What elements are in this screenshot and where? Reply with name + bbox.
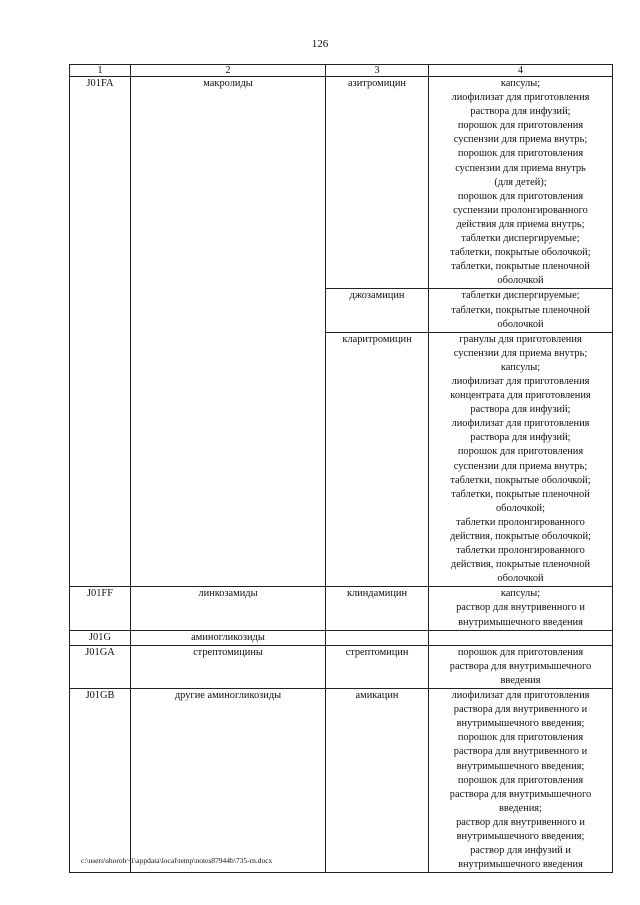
dosage-form-line: действия, покрытые оболочкой;	[450, 531, 591, 542]
table-row	[70, 77, 613, 289]
dosage-form-line: таблетки пролонгированного	[456, 516, 585, 528]
dosage-form-line: суспензии для приема внутрь	[455, 162, 586, 174]
dosage-form-line: лиофилизат для приготовления	[451, 418, 590, 430]
dosage-form-line: суспензии для приема внутрь;	[453, 134, 588, 146]
page-number: 126	[311, 38, 329, 50]
drug-table	[69, 64, 613, 873]
dosage-form-line: раствора для инфузий;	[470, 106, 571, 118]
dosage-form-line: гранулы для приготовления	[459, 333, 582, 345]
dosage-form-line: раствора для внутримышечного	[449, 788, 592, 800]
drug-group: аминогликозиды	[131, 630, 326, 645]
dosage-form-line: таблетки, покрытые оболочкой;	[450, 474, 591, 486]
drug-name: стрептомицин	[326, 645, 429, 688]
header-col-4: 4	[429, 65, 613, 77]
dosage-form-line: таблетки, покрытые оболочкой;	[450, 247, 591, 259]
dosage-form-line: раствора для внутривенного и	[453, 704, 588, 716]
dosage-form-line: внутримышечного введения;	[456, 718, 585, 730]
dosage-form-line: внутримышечного введения;	[456, 830, 585, 842]
drug-name: джозамицин	[326, 289, 429, 332]
dosage-form-line: порошок для приготовления	[457, 774, 584, 786]
header-col-2: 2	[131, 65, 326, 77]
dosage-forms	[429, 77, 613, 289]
dosage-form-line: капсулы;	[500, 588, 541, 600]
dosage-forms	[429, 689, 613, 873]
header-col-1: 1	[70, 65, 131, 77]
dosage-form-line: порошок для приготовления	[457, 148, 584, 160]
dosage-form-line: лиофилизат для приготовления	[451, 690, 590, 702]
dosage-form-line: суспензии для приема внутрь;	[453, 460, 588, 472]
atc-code: J01FF	[70, 587, 131, 630]
dosage-form-line: внутримышечного введения	[458, 616, 583, 628]
table-row	[70, 630, 613, 645]
dosage-form-line: порошок для приготовления	[457, 190, 584, 202]
dosage-form-line: оболочкой	[497, 573, 544, 585]
table-row	[70, 645, 613, 688]
dosage-form-line: раствор для внутривенного и	[456, 602, 585, 614]
dosage-form-line: порошок для приготовления	[457, 646, 584, 658]
dosage-form-line: суспензии пролонгированного	[453, 204, 588, 216]
dosage-form-line: раствора для внутривенного и	[453, 746, 588, 758]
dosage-form-line: оболочкой	[497, 275, 544, 287]
dosage-form-line: капсулы;	[500, 361, 541, 373]
dosage-form-line: раствор для внутривенного и	[456, 816, 585, 828]
dosage-form-line: лиофилизат для приготовления	[451, 92, 590, 104]
dosage-form-line: лиофилизат для приготовления	[451, 375, 590, 387]
header-col-3: 3	[326, 65, 429, 77]
drug-group: другие аминогликозиды	[131, 689, 326, 873]
table-row	[70, 587, 613, 630]
dosage-forms	[429, 332, 613, 587]
drug-name: кларитромицин	[326, 332, 429, 587]
atc-code: J01GB	[70, 689, 131, 873]
dosage-form-line: капсулы;	[500, 78, 541, 89]
dosage-form-line: раствор для инфузий и	[470, 845, 571, 857]
dosage-form-line: таблетки, покрытые пленочной	[451, 261, 590, 273]
dosage-form-line: раствора для инфузий;	[470, 404, 571, 416]
table-row	[70, 689, 613, 873]
dosage-forms	[429, 630, 613, 645]
dosage-form-line: раствора для инфузий;	[470, 432, 571, 444]
dosage-form-line: (для детей);	[494, 176, 547, 188]
atc-code: J01FA	[70, 77, 131, 587]
dosage-form-line: таблетки, покрытые пленочной	[451, 488, 590, 500]
dosage-form-line: таблетки диспергируемые;	[461, 233, 580, 245]
drug-name: амикацин	[326, 689, 429, 873]
dosage-form-line: раствора для внутримышечного	[449, 660, 592, 672]
dosage-forms	[429, 289, 613, 332]
footer-file-path: c:\users\shoroh~1\appdata\local\temp\notes87944b\735-rn.docx	[81, 856, 273, 865]
drug-name: азитромицин	[326, 77, 429, 289]
dosage-form-line: действия для приема внутрь;	[456, 218, 585, 230]
header-row	[70, 65, 613, 77]
dosage-form-line: оболочкой;	[495, 502, 546, 514]
drug-group: макролиды	[131, 77, 326, 587]
dosage-form-line: введения	[500, 674, 541, 686]
dosage-form-line: суспензии для приема внутрь;	[453, 347, 588, 359]
dosage-forms	[429, 587, 613, 630]
dosage-form-line: внутримышечного введения	[458, 859, 583, 871]
dosage-form-line: концентрата для приготовления	[450, 390, 591, 402]
drug-group: линкозамиды	[131, 587, 326, 630]
dosage-form-line: действия, покрытые пленочной	[450, 559, 591, 571]
dosage-forms	[429, 645, 613, 688]
drug-name: клиндамицин	[326, 587, 429, 630]
dosage-form-line: порошок для приготовления	[457, 120, 584, 132]
dosage-form-line: внутримышечного введения;	[456, 760, 585, 772]
atc-code: J01G	[70, 630, 131, 645]
atc-code: J01GA	[70, 645, 131, 688]
dosage-form-line: оболочкой	[497, 318, 544, 330]
dosage-form-line: таблетки пролонгированного	[456, 545, 585, 557]
dosage-form-line: порошок для приготовления	[457, 446, 584, 458]
drug-group: стрептомицины	[131, 645, 326, 688]
dosage-form-line: таблетки, покрытые пленочной	[451, 304, 590, 316]
dosage-form-line: введения;	[499, 802, 542, 814]
dosage-form-line: порошок для приготовления	[457, 732, 584, 744]
dosage-form-line: таблетки диспергируемые;	[461, 290, 580, 302]
drug-name	[326, 630, 429, 645]
